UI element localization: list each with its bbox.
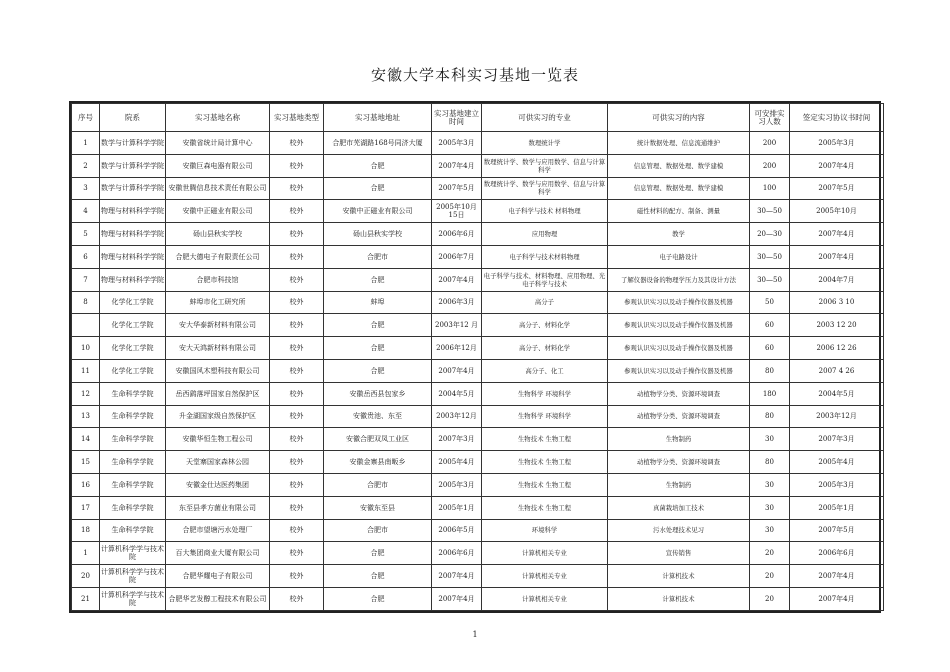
cell-base-type: 校外 [270,496,324,519]
table-row [72,337,884,360]
cell-capacity: 60 [750,337,790,360]
cell-majors: 计算机相关专业 [482,587,608,610]
cell-index: 20 [72,565,100,588]
header-majors: 可供实习的专业 [482,104,608,132]
cell-base-name: 安徽世腾信息技术责任有限公司 [166,177,270,200]
cell-capacity: 50 [750,291,790,314]
cell-capacity: 80 [750,359,790,382]
cell-established: 2007年4月 [432,565,482,588]
cell-majors: 生物科学 环境科学 [482,382,608,405]
cell-index: 5 [72,223,100,246]
header-capacity: 可安排实习人数 [750,104,790,132]
cell-majors: 生物技术 生物工程 [482,451,608,474]
cell-address: 安徽金寨县南畈乡 [324,451,432,474]
cell-majors: 高分子、材料化学 [482,314,608,337]
cell-base-type: 校外 [270,587,324,610]
cell-address: 合肥 [324,314,432,337]
cell-capacity: 20 [750,587,790,610]
cell-index: 21 [72,587,100,610]
table-row [72,132,884,155]
header-department: 院系 [100,104,166,132]
cell-base-name: 安徽中正磁业有限公司 [166,200,270,223]
cell-base-type: 校外 [270,291,324,314]
cell-established: 2006年7月 [432,245,482,268]
header-index: 序号 [72,104,100,132]
cell-department: 生命科学学院 [100,519,166,542]
cell-established: 2007年4月 [432,154,482,177]
cell-majors: 电子科学与技术材料物理 [482,245,608,268]
cell-agreement-date: 2007年4月 [790,587,884,610]
cell-department: 物理与材料科学学院 [100,200,166,223]
cell-content: 信息管理、数据处理、数学建模 [608,177,750,200]
cell-index: 17 [72,496,100,519]
table-row [72,565,884,588]
cell-base-type: 校外 [270,132,324,155]
cell-index: 13 [72,405,100,428]
cell-content: 动植物学分类、资源环境调查 [608,451,750,474]
cell-agreement-date: 2005年4月 [790,451,884,474]
cell-department: 计算机科学学与技术院 [100,565,166,588]
cell-department: 计算机科学学与技术院 [100,587,166,610]
cell-agreement-date: 2005年10月 [790,200,884,223]
cell-address: 安徽贵池、东至 [324,405,432,428]
cell-index: 12 [72,382,100,405]
cell-index: 4 [72,200,100,223]
table-row [72,405,884,428]
cell-agreement-date: 2005年1月 [790,496,884,519]
cell-agreement-date: 2005年3月 [790,132,884,155]
header-agreement-date: 签定实习协议书时间 [790,104,884,132]
cell-index: 1 [72,132,100,155]
cell-capacity: 30—50 [750,268,790,291]
cell-index [72,314,100,337]
cell-base-type: 校外 [270,200,324,223]
table-row [72,223,884,246]
cell-agreement-date: 2007 4 26 [790,359,884,382]
cell-base-name: 百大集团商业大厦有限公司 [166,542,270,565]
table-row [72,428,884,451]
cell-base-type: 校外 [270,245,324,268]
cell-base-name: 合肥华耀电子有限公司 [166,565,270,588]
cell-address: 砀山县秋实学校 [324,223,432,246]
cell-department: 生命科学学院 [100,428,166,451]
cell-content: 真菌栽培加工技术 [608,496,750,519]
cell-base-type: 校外 [270,337,324,360]
cell-index: 7 [72,268,100,291]
cell-capacity: 30—50 [750,200,790,223]
cell-base-type: 校外 [270,519,324,542]
cell-department: 物理与材料科学学院 [100,245,166,268]
cell-content: 计算机技术 [608,565,750,588]
table-row [72,587,884,610]
cell-capacity: 30 [750,428,790,451]
cell-base-name: 天堂寨国家森林公园 [166,451,270,474]
cell-capacity: 20 [750,565,790,588]
cell-established: 2006年6月 [432,223,482,246]
cell-department: 物理与材料科学学院 [100,223,166,246]
cell-address: 安徽中正磁业有限公司 [324,200,432,223]
cell-majors: 电子科学与技术 材料物理 [482,200,608,223]
cell-majors: 应用物理 [482,223,608,246]
cell-agreement-date: 2004年7月 [790,268,884,291]
cell-department: 数学与计算科学学院 [100,177,166,200]
cell-address: 合肥 [324,177,432,200]
cell-base-type: 校外 [270,223,324,246]
cell-agreement-date: 2007年4月 [790,565,884,588]
cell-capacity: 30 [750,496,790,519]
cell-content: 教学 [608,223,750,246]
cell-department: 化学化工学院 [100,359,166,382]
cell-capacity: 80 [750,405,790,428]
cell-base-name: 安徽省统计局计算中心 [166,132,270,155]
cell-content: 参观认识实习以及动手操作仪器及机器 [608,314,750,337]
cell-index: 6 [72,245,100,268]
cell-department: 生命科学学院 [100,382,166,405]
cell-address: 蚌埠 [324,291,432,314]
cell-address: 合肥市 [324,245,432,268]
cell-base-name: 安徽金仕达医药集团 [166,473,270,496]
table-row [72,542,884,565]
cell-base-name: 合肥市望塘污水处理厂 [166,519,270,542]
cell-majors: 生物技术 生物工程 [482,428,608,451]
cell-department: 数学与计算科学学院 [100,132,166,155]
cell-base-name: 合肥市科技馆 [166,268,270,291]
cell-capacity: 200 [750,154,790,177]
cell-index: 18 [72,519,100,542]
table-row [72,519,884,542]
cell-established: 2005年1月 [432,496,482,519]
table-row [72,359,884,382]
table-row [72,291,884,314]
cell-majors: 数理统计学、数学与应用数学、信息与计算科学 [482,154,608,177]
cell-capacity: 20 [750,542,790,565]
cell-address: 安徽东至县 [324,496,432,519]
table-row [72,268,884,291]
cell-capacity: 20—30 [750,223,790,246]
cell-address: 合肥 [324,154,432,177]
cell-address: 合肥市 [324,473,432,496]
cell-base-type: 校外 [270,314,324,337]
cell-base-type: 校外 [270,565,324,588]
cell-base-type: 校外 [270,382,324,405]
cell-capacity: 80 [750,451,790,474]
cell-agreement-date: 2003 12 20 [790,314,884,337]
header-base-type: 实习基地类型 [270,104,324,132]
cell-agreement-date: 2004年5月 [790,382,884,405]
cell-department: 化学化工学院 [100,314,166,337]
cell-agreement-date: 2007年5月 [790,177,884,200]
cell-address: 合肥市 [324,519,432,542]
cell-address: 合肥 [324,359,432,382]
cell-department: 化学化工学院 [100,337,166,360]
cell-address: 合肥市芜湖路168号同济大厦 [324,132,432,155]
cell-base-type: 校外 [270,542,324,565]
cell-content: 信息管理、数据处理、数学建模 [608,154,750,177]
cell-address: 合肥 [324,268,432,291]
cell-established: 2006年6月 [432,542,482,565]
cell-base-type: 校外 [270,154,324,177]
header-content: 可供实习的内容 [608,104,750,132]
cell-index: 14 [72,428,100,451]
table-header-row [72,104,884,132]
cell-base-name: 安大华泰新材料有限公司 [166,314,270,337]
cell-agreement-date: 2007年3月 [790,428,884,451]
cell-content: 参观认识实习以及动手操作仪器及机器 [608,291,750,314]
cell-base-type: 校外 [270,405,324,428]
table-row [72,200,884,223]
table-row [72,177,884,200]
cell-majors: 生物技术 生物工程 [482,473,608,496]
cell-established: 2007年4月 [432,359,482,382]
cell-content: 动植物学分类、资源环境调查 [608,382,750,405]
cell-base-name: 安徽巨森电器有限公司 [166,154,270,177]
cell-address: 安徽岳西县包家乡 [324,382,432,405]
cell-content: 电子电路设计 [608,245,750,268]
cell-established: 2006年3月 [432,291,482,314]
cell-department: 生命科学学院 [100,405,166,428]
cell-capacity: 100 [750,177,790,200]
cell-agreement-date: 2007年4月 [790,223,884,246]
practice-base-table [69,101,881,613]
table-row [72,473,884,496]
cell-content: 宣传销售 [608,542,750,565]
cell-agreement-date: 2006 12 26 [790,337,884,360]
header-address: 实习基地地址 [324,104,432,132]
table-body [72,132,884,611]
cell-base-name: 合肥华艺发醇工程技术有限公司 [166,587,270,610]
cell-established: 2007年4月 [432,268,482,291]
cell-established: 2006年12月 [432,337,482,360]
cell-department: 计算机科学学与技术院 [100,542,166,565]
cell-majors: 计算机相关专业 [482,565,608,588]
cell-agreement-date: 2006年6月 [790,542,884,565]
cell-index: 16 [72,473,100,496]
cell-content: 动植物学分类、资源环境调查 [608,405,750,428]
cell-content: 参观认识实习以及动手操作仪器及机器 [608,337,750,360]
table-row [72,496,884,519]
cell-agreement-date: 2005年3月 [790,473,884,496]
cell-base-type: 校外 [270,177,324,200]
cell-base-type: 校外 [270,473,324,496]
cell-capacity: 60 [750,314,790,337]
cell-index: 3 [72,177,100,200]
cell-department: 生命科学学院 [100,473,166,496]
cell-content: 生物制药 [608,428,750,451]
cell-content: 了解仪器设备的物理学压力及其设计方法 [608,268,750,291]
cell-content: 污水处理技术见习 [608,519,750,542]
cell-majors: 数理统计学 [482,132,608,155]
cell-department: 化学化工学院 [100,291,166,314]
cell-base-name: 蚌埠市化工研究所 [166,291,270,314]
cell-department: 生命科学学院 [100,496,166,519]
cell-index: 11 [72,359,100,382]
cell-index: 8 [72,291,100,314]
table-row [72,154,884,177]
cell-capacity: 200 [750,132,790,155]
cell-agreement-date: 2006 3 10 [790,291,884,314]
cell-capacity: 30 [750,519,790,542]
cell-majors: 生物科学 环境科学 [482,405,608,428]
cell-department: 数学与计算科学学院 [100,154,166,177]
cell-majors: 生物技术 生物工程 [482,496,608,519]
cell-base-name: 岳西鹞落坪国家自然保护区 [166,382,270,405]
cell-index: 2 [72,154,100,177]
cell-base-name: 合肥大德电子有限责任公司 [166,245,270,268]
cell-index: 1 [72,542,100,565]
cell-established: 2003年12 月 [432,314,482,337]
header-base-name: 实习基地名称 [166,104,270,132]
cell-majors: 高分子、材料化学 [482,337,608,360]
cell-address: 合肥 [324,337,432,360]
cell-majors: 高分子 [482,291,608,314]
cell-index: 15 [72,451,100,474]
cell-majors: 电子科学与技术、材料物理、应用物理、光电子科学与技术 [482,268,608,291]
cell-established: 2005年10月15日 [432,200,482,223]
cell-established: 2003年12月 [432,405,482,428]
cell-base-name: 安徽国风木塑科技有限公司 [166,359,270,382]
table-row [72,314,884,337]
cell-department: 物理与材料科学学院 [100,268,166,291]
cell-index: 10 [72,337,100,360]
cell-content: 磁性材料的配方、制备、测量 [608,200,750,223]
cell-address: 合肥 [324,542,432,565]
cell-agreement-date: 2003年12月 [790,405,884,428]
cell-agreement-date: 2007年5月 [790,519,884,542]
cell-content: 统计数据处理、信息流通维护 [608,132,750,155]
cell-established: 2004年5月 [432,382,482,405]
cell-base-type: 校外 [270,428,324,451]
table-row [72,245,884,268]
cell-content: 生物制药 [608,473,750,496]
cell-established: 2006年5月 [432,519,482,542]
cell-base-name: 东至县孝方菌业有限公司 [166,496,270,519]
cell-established: 2005年3月 [432,473,482,496]
page-number: 1 [472,630,478,639]
table-row [72,382,884,405]
cell-base-type: 校外 [270,451,324,474]
cell-base-name: 安大天鸿新材料有限公司 [166,337,270,360]
cell-majors: 高分子、化工 [482,359,608,382]
cell-established: 2005年4月 [432,451,482,474]
cell-base-name: 砀山县秋实学校 [166,223,270,246]
cell-content: 参观认识实习以及动手操作仪器及机器 [608,359,750,382]
cell-base-name: 安徽华恒生物工程公司 [166,428,270,451]
cell-content: 计算机技术 [608,587,750,610]
cell-agreement-date: 2007年4月 [790,154,884,177]
cell-base-name: 升金湖国家级自然保护区 [166,405,270,428]
cell-address: 合肥 [324,565,432,588]
cell-base-type: 校外 [270,359,324,382]
cell-department: 生命科学学院 [100,451,166,474]
cell-majors: 计算机相关专业 [482,542,608,565]
cell-majors: 数理统计学、数学与应用数学、信息与计算科学 [482,177,608,200]
cell-base-type: 校外 [270,268,324,291]
cell-capacity: 30 [750,473,790,496]
cell-established: 2005年3月 [432,132,482,155]
cell-established: 2007年5月 [432,177,482,200]
table-row [72,451,884,474]
cell-agreement-date: 2007年4月 [790,245,884,268]
cell-capacity: 180 [750,382,790,405]
page-title: 安徽大学本科实习基地一览表 [370,66,579,84]
cell-established: 2007年3月 [432,428,482,451]
header-established: 实习基地建立时间 [432,104,482,132]
cell-address: 合肥 [324,587,432,610]
cell-majors: 环境科学 [482,519,608,542]
cell-address: 安徽合肥双凤工业区 [324,428,432,451]
cell-established: 2007年4月 [432,587,482,610]
cell-capacity: 30—50 [750,245,790,268]
